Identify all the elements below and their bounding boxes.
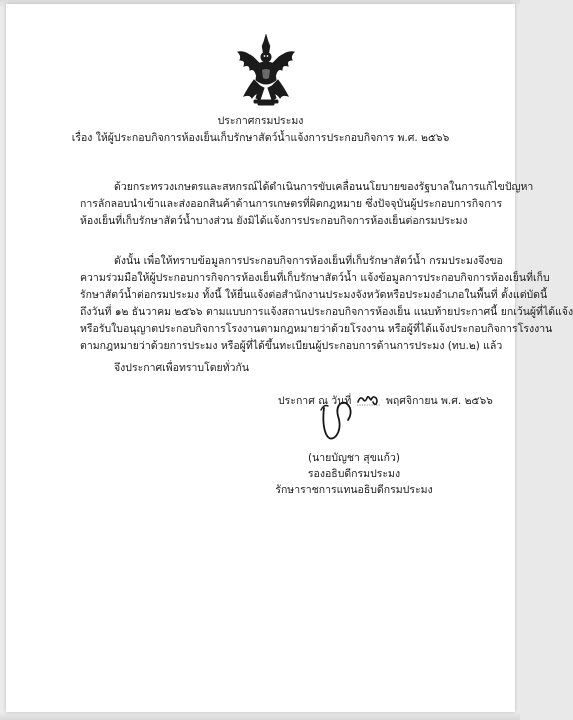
paragraph-instructions — [80, 253, 573, 355]
paragraph-background — [80, 179, 534, 230]
signer-position: รองอธิบดีกรมประมง — [307, 468, 401, 480]
notice-title: ประกาศกรมประมง — [217, 115, 304, 127]
paragraph-line: ความร่วมมือให้ผู้ประกอบการกิจการห้องเย็นที่เก็บรักษาสัตว์น้ำ แจ้งข้อมูลการประกอบกิจการห้องเย็นที่เก็บ — [80, 272, 550, 284]
paragraph-line: ถึงวันที่ ๑๒ ธันวาคม ๒๕๖๖ ตามแบบการแจ้งสถานประกอบกิจการห้องเย็น แนบท้ายประกาศนี้ ยกเว้นผู้ที่ได้แจ้ง — [80, 306, 573, 318]
garuda-emblem-icon — [234, 34, 298, 106]
signer-acting-title: รักษาราชการแทนอธิบดีกรมประมง — [275, 484, 433, 496]
announcement-date-suffix: พฤศจิกายน พ.ศ. ๒๕๖๖ — [385, 395, 493, 407]
handwritten-day — [356, 393, 382, 407]
signer-name: (นายบัญชา สุขแก้ว) — [308, 452, 400, 464]
closing-statement: จึงประกาศเพื่อทราบโดยทั่วกัน — [114, 362, 250, 374]
paragraph-line: ตามกฎหมายว่าด้วยการประมง หรือผู้ที่ได้ขึ้นทะเบียนผู้ประกอบการด้านการประมง (ทบ.๒) แล้ว — [80, 340, 503, 352]
paragraph-line: รักษาสัตว์น้ำต่อกรมประมง ทั้งนี้ ให้ยื่นแจ้งต่อสำนักงานประมงจังหวัดหรือประมงอำเภอในพื้นที่ ตั้งแต่บัดนี้ — [80, 289, 548, 301]
handwritten-signature — [316, 390, 358, 446]
announcement-date — [278, 393, 493, 408]
announcement-date-prefix: ประกาศ ณ วันที่ — [278, 395, 352, 407]
paragraph-line: ดังนั้น เพื่อให้ทราบข้อมูลการประกอบกิจการห้องเย็นที่เก็บรักษาสัตว์น้ำ กรมประมงจึงขอ — [114, 255, 503, 267]
notice-subject: เรื่อง ให้ผู้ประกอบกิจการห้องเย็นเก็บรักษาสัตว์น้ำแจ้งการประกอบกิจการ พ.ศ. ๒๕๖๖ — [71, 132, 450, 144]
paragraph-line: ห้องเย็นที่เก็บรักษาสัตว์น้ำบางส่วน ยังมิได้แจ้งการประกอบกิจการห้องเย็นต่อกรมประมง — [80, 215, 468, 227]
paragraph-line: การลักลอบนำเข้าและส่งออกสินค้าด้านการเกษตรที่ผิดกฎหมาย ซึ่งปัจจุบันผู้ประกอบการกิจการ — [80, 198, 503, 210]
document-page — [6, 4, 573, 712]
paragraph-line: ด้วยกระทรวงเกษตรและสหกรณ์ได้ดำเนินการขับเคลื่อนนโยบายของรัฐบาลในการแก้ไขปัญหา — [114, 181, 534, 193]
paragraph-line: หรือรับใบอนุญาตประกอบกิจการโรงงานตามกฎหมายว่าด้วยโรงงาน หรือผู้ที่ได้แจ้งประกอบกิจการโรงงาน — [80, 323, 553, 335]
